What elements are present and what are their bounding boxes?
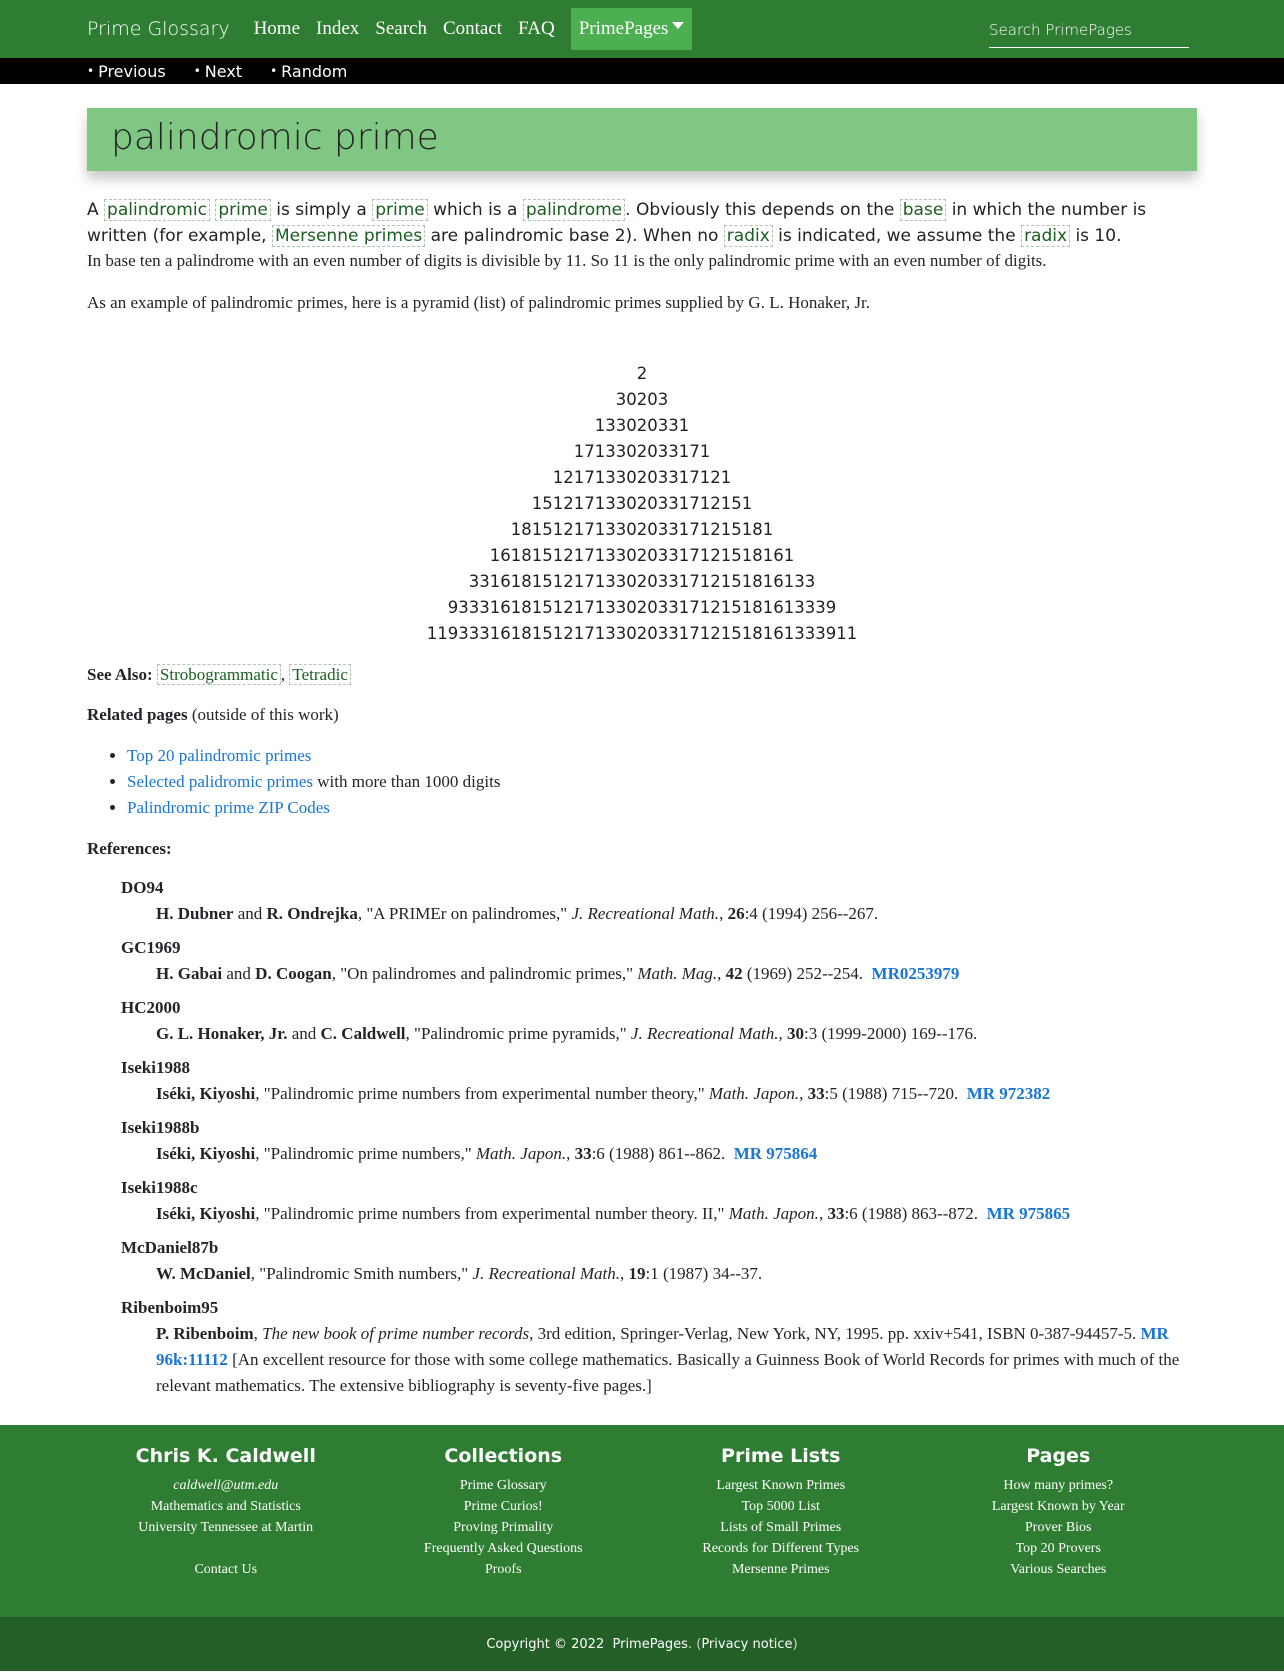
ref-key: Ribenboim95	[121, 1298, 219, 1317]
prime-pyramid	[87, 361, 1197, 647]
text: ,	[253, 1324, 263, 1343]
ref-author: Iséki, Kiyoshi	[156, 1204, 256, 1223]
ref-entry	[156, 1321, 1197, 1399]
ref-journal: Math. Mag.	[637, 964, 718, 983]
text: and	[237, 904, 263, 923]
glossary-link-prime-2[interactable]: prime	[372, 199, 428, 221]
pyramid-intro-paragraph: As an example of palindromic primes, here is a pyramid (list) of palindromic primes supplied by G. L. Honaker, Jr.	[87, 293, 871, 312]
ref-volume: 19	[628, 1264, 646, 1283]
previous-link[interactable]	[87, 62, 166, 81]
top-navbar	[0, 0, 1284, 58]
nav-faq-link[interactable]: FAQ	[518, 18, 555, 39]
footer-heading: Collections	[444, 1445, 563, 1467]
footer-col-prime-lists	[642, 1425, 920, 1617]
ref-volume: 30	[787, 1024, 805, 1043]
related-item-rest: with more than 1000 digits	[317, 772, 501, 791]
related-suffix: (outside of this work)	[191, 705, 339, 724]
footer-col-author	[87, 1425, 365, 1617]
nav-index-link[interactable]: Index	[316, 18, 360, 39]
ref-key: HC2000	[121, 998, 181, 1017]
brand-link[interactable]: Prime Glossary	[87, 18, 230, 40]
see-also-link-tetradic[interactable]: Tetradic	[289, 664, 350, 685]
ref-author: R. Ondrejka	[266, 904, 358, 923]
mr-link[interactable]: MR 975865	[986, 1204, 1071, 1223]
main-content	[0, 108, 1284, 1399]
footer-link[interactable]: How many primes?	[1003, 1478, 1114, 1493]
bullet-icon: •	[87, 63, 95, 78]
related-label: Related pages	[87, 705, 188, 724]
footer-link[interactable]: Largest Known Primes	[716, 1478, 846, 1493]
random-link[interactable]	[270, 62, 347, 81]
page-title: palindromic prime	[111, 117, 439, 158]
mr-link[interactable]: MR 972382	[966, 1084, 1051, 1103]
primepages-dropdown[interactable]	[571, 8, 693, 50]
mr-link[interactable]: MR 975864	[733, 1144, 818, 1163]
footer-contact-link[interactable]: Contact Us	[194, 1562, 258, 1577]
ref-book-title: The new book of prime number records	[262, 1324, 530, 1343]
next-link[interactable]	[194, 62, 242, 81]
ref-volume: 42	[725, 964, 743, 983]
related-link-top20[interactable]: Top 20 palindromic primes	[127, 746, 312, 765]
ref-key: Iseki1988c	[121, 1178, 198, 1197]
related-pages-heading	[87, 705, 1197, 725]
pyramid-row: 133020331	[594, 416, 690, 435]
ref-entry: Iséki, Kiyoshi, "Palindromic prime numbers," Math. Japon., 33:6 (1988) 861--862. MR 975864	[156, 1144, 818, 1163]
ref-title: , "Palindromic prime numbers from experimental number theory,"	[255, 1084, 705, 1103]
footer-link[interactable]: Top 20 Provers	[1015, 1541, 1101, 1556]
footer-email-link[interactable]: caldwell@utm.edu	[173, 1478, 279, 1493]
next-label: Next	[204, 61, 243, 81]
mr-link[interactable]: MR 96k:11112	[156, 1324, 1169, 1369]
ref-entry: Iséki, Kiyoshi, "Palindromic prime numbers from experimental number theory," Math. Japon., 33:5 (1988) 715--720. MR 972382	[156, 1084, 1051, 1103]
footer-link[interactable]: Prime Curios!	[463, 1499, 543, 1514]
text: is 10.	[1075, 226, 1122, 246]
list-item	[127, 769, 1197, 795]
mr-link[interactable]: MR0253979	[871, 964, 960, 983]
previous-label: Previous	[98, 61, 166, 81]
footer-link[interactable]: Proving Primality	[453, 1520, 554, 1535]
see-also-label: See Also:	[87, 665, 153, 684]
ref-key: GC1969	[121, 938, 181, 957]
text: are palindromic base 2). When no	[430, 226, 719, 246]
text: . Obviously this depends on the	[625, 200, 895, 220]
site-footer	[0, 1425, 1284, 1617]
text: is simply a	[276, 200, 367, 220]
ref-details: , 3rd edition, Springer-Verlag, New York, NY, 1995. pp. xxiv+541, ISBN 0-387-94457-5.	[529, 1324, 1137, 1343]
glossary-link-palindromic[interactable]: palindromic	[104, 199, 210, 221]
footer-heading: Pages	[1026, 1445, 1091, 1467]
ref-entry: H. Gabai and D. Coogan, "On palindromes and palindromic primes," Math. Mag., 42 (1969) 252--254. MR0253979	[156, 964, 960, 983]
ref-journal: J. Recreational Math.	[472, 1264, 621, 1283]
bullet-icon: •	[193, 63, 201, 78]
list-item	[127, 743, 1197, 769]
footer-link[interactable]: Largest Known by Year	[991, 1499, 1125, 1514]
pyramid-row: 2	[636, 364, 648, 383]
ref-entry: G. L. Honaker, Jr. and C. Caldwell, "Palindromic prime pyramids," J. Recreational Math., 30:3 (1999-2000) 169--176.	[156, 1024, 978, 1043]
glossary-link-palindrome[interactable]: palindrome	[523, 199, 625, 221]
search-input[interactable]	[989, 12, 1189, 48]
glossary-link-radix[interactable]: radix	[724, 225, 773, 247]
ref-title: , "On palindromes and palindromic primes,"	[331, 964, 634, 983]
ref-author: H. Gabai	[156, 964, 223, 983]
ref-author: Iséki, Kiyoshi	[156, 1084, 256, 1103]
primepages-dropdown-label: PrimePages	[578, 18, 669, 39]
text: which is a	[433, 200, 518, 220]
ref-key: McDaniel87b	[121, 1238, 219, 1257]
text: )	[792, 1636, 798, 1652]
footer-heading: Chris K. Caldwell	[135, 1445, 316, 1467]
footer-col-pages	[920, 1425, 1198, 1617]
text: in which the number is written (for example,	[87, 200, 1147, 246]
references-list	[121, 875, 1197, 1399]
see-also: See Also: Strobogrammatic , Tetradic	[87, 663, 1197, 687]
text: and	[226, 964, 251, 983]
text: A	[87, 200, 99, 220]
title-card	[87, 108, 1197, 171]
pyramid-row: 12171330203317121	[552, 468, 732, 487]
footer-link[interactable]: Mersenne Primes	[731, 1562, 830, 1577]
ref-entry: Iséki, Kiyoshi, "Palindromic prime numbers from experimental number theory. II," Math. Japon., 33:6 (1988) 863--872. MR 975865	[156, 1204, 1071, 1223]
footer-text: Mathematics and Statistics	[150, 1499, 301, 1514]
privacy-link[interactable]: Privacy notice	[701, 1636, 793, 1652]
even-digits-paragraph: In base ten a palindrome with an even number of digits is divisible by 11. So 11 is the only palindromic prime with an even number of digits.	[87, 251, 1047, 270]
footer-text: University Tennessee at Martin	[138, 1520, 314, 1535]
ref-title: , "Palindromic prime numbers,"	[255, 1144, 472, 1163]
ref-volume: 26	[727, 904, 745, 923]
ref-author: P. Ribenboim	[156, 1324, 254, 1343]
nav-home-link[interactable]: Home	[253, 18, 301, 39]
copyright-text: Copyright © 2022	[486, 1636, 605, 1652]
ref-key: Iseki1988b	[121, 1118, 200, 1137]
pyramid-row: 1713302033171	[573, 442, 711, 461]
pyramid-row: 331618151217133020331712151816133	[468, 572, 816, 591]
text: . (	[687, 1636, 702, 1652]
ref-journal: Math. Japon.	[475, 1144, 567, 1163]
related-pages-list	[87, 743, 1197, 821]
ref-journal: Math. Japon.	[728, 1204, 819, 1223]
ref-details: :3 (1999-2000) 169--176.	[804, 1024, 978, 1043]
ref-key: Iseki1988	[121, 1058, 190, 1077]
list-item	[127, 795, 1197, 821]
footer-link[interactable]: Frequently Asked Questions	[423, 1541, 583, 1556]
glossary-link-mersenne-primes[interactable]: Mersenne primes	[272, 225, 425, 247]
ref-author: H. Dubner	[156, 904, 234, 923]
ref-author: C. Caldwell	[320, 1024, 406, 1043]
ref-journal: J. Recreational Math.	[571, 904, 720, 923]
nav-search-link[interactable]: Search	[375, 18, 427, 39]
related-link-zip-codes[interactable]: Palindromic prime ZIP Codes	[127, 798, 330, 817]
ref-author: G. L. Honaker, Jr.	[156, 1024, 288, 1043]
footer-link[interactable]: Various Searches	[1010, 1562, 1107, 1577]
footer-heading: Prime Lists	[721, 1445, 841, 1467]
ref-journal: Math. Japon.	[708, 1084, 800, 1103]
ref-entry: H. Dubner and R. Ondrejka, "A PRIMEr on palindromes," J. Recreational Math., 26:4 (1994) 256--267.	[156, 904, 879, 923]
caret-down-icon	[672, 22, 684, 29]
definition-paragraph	[87, 197, 1197, 249]
ref-title: , "Palindromic Smith numbers,"	[250, 1264, 469, 1283]
ref-note: [An excellent resource for those with some college mathematics. Basically a Guinness Book of World Records for primes with much of the relevant mathematics. The extensive bibliography is seventy-five pages.]	[156, 1350, 1180, 1395]
pyramid-row: 9333161815121713302033171215181613339	[447, 598, 837, 617]
references-heading: References:	[87, 839, 172, 858]
ref-volume: 33	[807, 1084, 825, 1103]
text: and	[291, 1024, 317, 1043]
bullet-icon: •	[270, 63, 278, 78]
ref-author: D. Coogan	[255, 964, 332, 983]
ref-volume: 33	[574, 1144, 592, 1163]
text: is indicated, we assume the	[778, 226, 1016, 246]
pyramid-row: 151217133020331712151	[531, 494, 753, 513]
pyramid-row: 11933316181512171330203317121518161333911	[426, 624, 858, 643]
random-label: Random	[281, 61, 348, 81]
ref-title: , "Palindromic prime pyramids,"	[405, 1024, 627, 1043]
footer-link[interactable]: Proofs	[484, 1562, 522, 1577]
ref-author: W. McDaniel	[156, 1264, 251, 1283]
related-link-selected[interactable]: Selected palidromic primes	[127, 772, 313, 791]
ref-details: :1 (1987) 34--37.	[645, 1264, 763, 1283]
ref-details: :5 (1988) 715--720.	[824, 1084, 959, 1103]
ref-details: :6 (1988) 863--872.	[844, 1204, 979, 1223]
pyramid-row: 1815121713302033171215181	[510, 520, 774, 539]
ref-volume: 33	[827, 1204, 845, 1223]
footer-link[interactable]: Prime Glossary	[459, 1478, 547, 1493]
ref-journal: J. Recreational Math.	[630, 1024, 779, 1043]
ref-details: :4 (1994) 256--267.	[744, 904, 879, 923]
ref-entry: W. McDaniel, "Palindromic Smith numbers," J. Recreational Math., 19:1 (1987) 34--37.	[156, 1264, 763, 1283]
ref-details: :6 (1988) 861--862.	[591, 1144, 726, 1163]
pyramid-row: 16181512171330203317121518161	[489, 546, 795, 565]
footer-col-collections	[365, 1425, 643, 1617]
ref-author: Iséki, Kiyoshi	[156, 1144, 256, 1163]
footer-link[interactable]: Top 5000 List	[741, 1499, 820, 1514]
footer-link[interactable]: Prover Bios	[1025, 1520, 1092, 1535]
ref-title: , "Palindromic prime numbers from experimental number theory. II,"	[255, 1204, 725, 1223]
copyright-bar	[0, 1617, 1284, 1671]
pyramid-row: 30203	[615, 390, 669, 409]
footer-link[interactable]: Lists of Small Primes	[720, 1520, 842, 1535]
glossary-link-prime[interactable]: prime	[215, 199, 271, 221]
ref-key: DO94	[121, 878, 164, 897]
glossary-link-radix-2[interactable]: radix	[1021, 225, 1070, 247]
ref-details: (1969) 252--254.	[742, 964, 864, 983]
nav-contact-link[interactable]: Contact	[442, 18, 503, 39]
footer-link[interactable]: Records for Different Types	[702, 1541, 860, 1556]
glossary-link-base[interactable]: base	[900, 199, 947, 221]
ref-title: , "A PRIMEr on palindromes,"	[357, 904, 568, 923]
see-also-link-strobogrammatic[interactable]: Strobogrammatic	[157, 664, 281, 685]
secondary-nav	[0, 58, 1284, 84]
primepages-link[interactable]: PrimePages	[612, 1636, 688, 1652]
